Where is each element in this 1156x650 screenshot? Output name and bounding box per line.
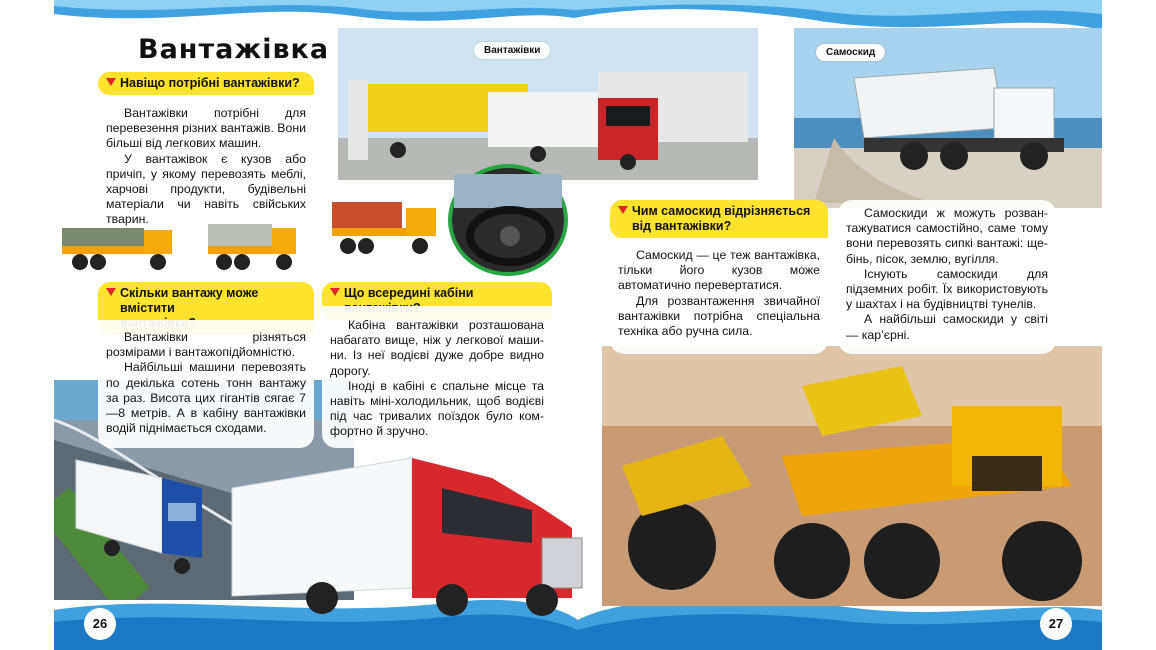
triangle-bullet-icon [618,206,628,214]
paragraph: Самоскид — це теж вантажівка, тільки його кузов може автоматично перевертатися. [618,248,820,293]
dump-truck-photo-label: Самоскид [816,44,885,61]
mining-truck-photo [602,346,1102,606]
section-heading-dump [610,200,828,238]
section-text-dump [610,238,828,354]
section-text-dump-more [838,200,1056,354]
page-number-right: 27 [1040,608,1072,640]
paragraph: Найбільші машини перевозять по декілька сотень тонн вантажу за раз. Висота цих гігантів сягає 7—8 метрів. А в кабіну вантажівки водій піднімається сходами. [106,360,306,436]
brick-truck-illustration [330,198,440,258]
section-text-capacity [98,320,314,448]
paragraph: Існують самоскиди для підземних робіт. Їх використовують у шахтах і на будівництві тунелів. [846,266,1048,312]
paragraph: Кабіна вантажівки розташована набагато вище, ніж у легкової машини. Із неї водієві дуже добре видно дорогу. [330,318,544,378]
paragraph: А найбільші самоскиди у світі — кар’єрні. [846,312,1048,342]
paragraph: Вантажівки потрібні для перевезення різних вантажів. Вони більші від легкових машин. [106,106,306,151]
triangle-bullet-icon [106,288,116,296]
section-heading-why [98,72,314,95]
page-number-left: 26 [84,608,116,640]
triangle-bullet-icon [106,78,116,86]
paragraph: Для розвантаження звичайної вантажівки потрібна спеціальна техніка або ручна сила. [618,293,820,339]
paragraph: Вантажівки різняться розмірами і вантажопідйомністю. [106,330,306,360]
heading-text: Навіщо потрібні вантажівки? [120,76,300,90]
paragraph: Іноді в кабіні є спальне місце та навіть міні-холодильник, щоб водієві під час тривалих поїздок було комфортно й зручно. [330,378,544,439]
paragraph: У вантажівок є кузов або причіп, у якому перевозять меблі, харчові продукти, будівельні матеріали чи навіть свійських тварин. [106,151,306,227]
section-text-cabin [322,306,552,448]
semi-trucks-photo [72,448,632,618]
trucks-photo-label: Вантажівки [474,42,550,59]
heading-text: Скільки вантажу може вмістити [120,286,259,315]
steering-wheel-photo [448,164,568,276]
book-spread [54,0,1102,650]
heading-text: Що всередині кабіни [344,286,474,300]
triangle-bullet-icon [330,288,340,296]
heading-text: від вантажівки? [632,219,732,233]
section-text-why [98,96,314,227]
page-title: Вантажівка [138,34,330,65]
paragraph: Самоскиди ж можуть розвантажуватися самостійно, саме тому вони перевозять сипкі вантажі: щебінь, пісок, землю, вугілля. [846,206,1048,266]
heading-text: Чим самоскид відрізняється [632,204,811,218]
